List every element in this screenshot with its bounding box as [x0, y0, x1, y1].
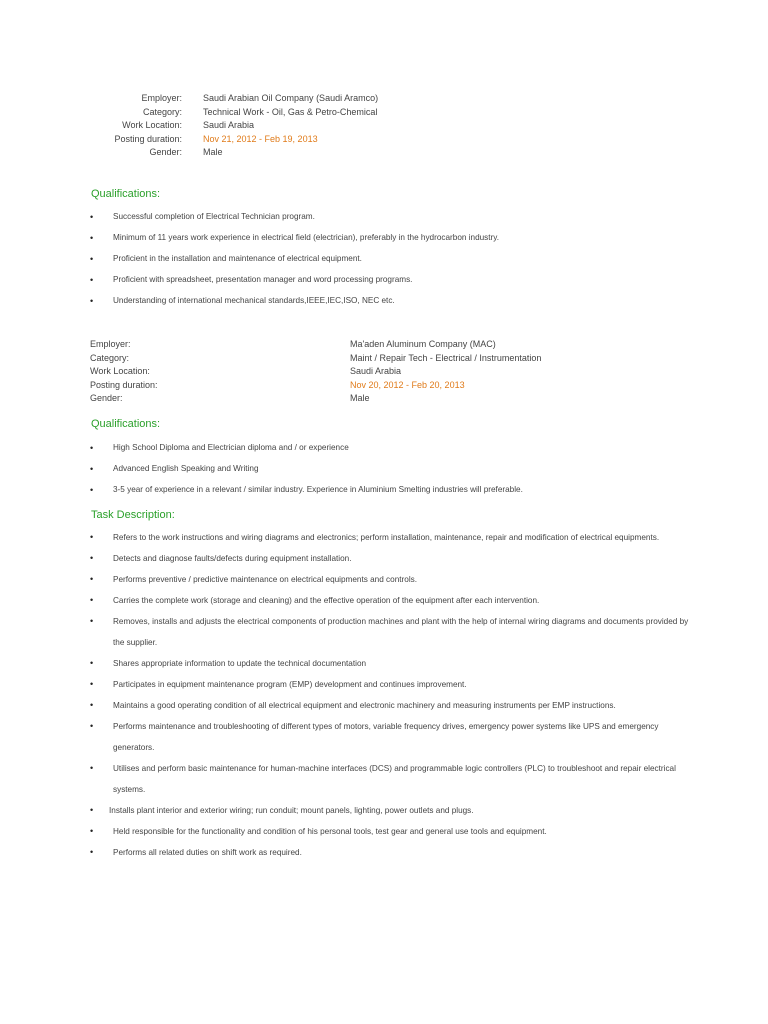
field-label: Employer: [90, 339, 131, 349]
job1-location-row [90, 119, 378, 133]
posting-duration-value: Nov 20, 2012 - Feb 20, 2013 [350, 379, 465, 390]
list-item [90, 252, 499, 273]
list-item-text: Participates in equipment maintenance program (EMP) development and continues improvement. [113, 680, 467, 689]
list-item-text: Performs all related duties on shift work as required. [113, 848, 302, 857]
bullet-icon: • [90, 616, 94, 626]
field-label: Category: [142, 106, 182, 117]
field-label: Gender: [90, 393, 123, 403]
job2-qualifications-list [90, 441, 523, 504]
list-item [90, 716, 693, 758]
list-item [90, 548, 693, 569]
job1-gender-row [90, 146, 378, 160]
bullet-icon: • [90, 826, 94, 836]
bullet-icon: • [90, 254, 94, 264]
bullet-icon: • [90, 721, 94, 731]
list-item [90, 590, 693, 611]
list-item-text: Utilises and perform basic maintenance for human-machine interfaces (DCS) and programmable logic controllers (PLC) to troubleshoot and repair electrical systems. [113, 764, 676, 794]
field-label: Gender: [149, 147, 182, 157]
bullet-icon: • [90, 233, 94, 243]
field-label: Work Location: [122, 120, 182, 130]
job2-qualifications-heading: Qualifications: [91, 418, 161, 430]
bullet-icon: • [90, 805, 94, 815]
list-item-text: Shares appropriate information to update the technical documentation [113, 659, 367, 668]
list-item [90, 569, 693, 590]
job1-qualifications-heading: Qualifications: [91, 188, 161, 200]
list-item [90, 695, 693, 716]
list-item-text: Refers to the work instructions and wiring diagrams and electronics; perform installation, maintenance, repair and modification of electrical equipments. [113, 533, 660, 542]
job2-employer-row [90, 338, 541, 352]
field-value: Saudi Arabia [203, 120, 255, 130]
posting-duration-value: Nov 21, 2012 - Feb 19, 2013 [203, 133, 318, 144]
list-item-text: Held responsible for the functionality and condition of his personal tools, test gear and general use tools and equipment. [113, 827, 547, 836]
list-item [90, 674, 693, 695]
list-item-text: Advanced English Speaking and Writing [113, 464, 259, 473]
job1-duration-row [90, 133, 378, 147]
field-value: Saudi Arabian Oil Company (Saudi Aramco) [203, 93, 379, 103]
list-item-text: Performs maintenance and troubleshooting of different types of motors, variable frequency drives, emergency power systems like UPS and emergency generators. [113, 722, 659, 752]
list-item [90, 653, 693, 674]
list-item-text: Installs plant interior and exterior wiring; run conduit; mount panels, lighting, power outlets and plugs. [109, 806, 474, 815]
field-label: Work Location: [90, 366, 150, 376]
bullet-icon: • [90, 443, 94, 453]
list-item [90, 294, 499, 315]
bullet-icon: • [90, 763, 94, 773]
bullet-icon: • [90, 700, 94, 710]
bullet-icon: • [90, 212, 94, 222]
bullet-icon: • [90, 574, 94, 584]
field-label: Posting duration: [114, 133, 182, 144]
job1-employer-row [90, 92, 378, 106]
bullet-icon: • [90, 595, 94, 605]
list-item-text: Carries the complete work (storage and cleaning) and the effective operation of the equipment after each intervention. [113, 596, 540, 605]
field-label: Employer: [141, 93, 182, 103]
bullet-icon: • [90, 464, 94, 474]
list-item [90, 800, 693, 821]
list-item [90, 758, 693, 800]
list-item-text: High School Diploma and Electrician diploma and / or experience [113, 443, 349, 452]
list-item-text: Removes, installs and adjusts the electrical components of production machines and plant with the help of internal wiring diagrams and documents provided by the supplier. [113, 617, 689, 647]
job1-qualifications-list [90, 210, 499, 315]
list-item-text: Maintains a good operating condition of all electrical equipment and electronic machinery and measuring instruments per EMP instructions. [113, 701, 616, 710]
list-item-text: Detects and diagnose faults/defects during equipment installation. [113, 554, 352, 563]
job1-info [90, 92, 378, 160]
bullet-icon: • [90, 679, 94, 689]
field-value: Maint / Repair Tech - Electrical / Instrumentation [350, 352, 542, 363]
bullet-icon: • [90, 847, 94, 857]
job2-location-row [90, 365, 541, 379]
list-item-text: Proficient with spreadsheet, presentation manager and word processing programs. [113, 275, 413, 284]
list-item [90, 611, 693, 653]
job2-gender-row [90, 392, 541, 406]
field-value: Male [350, 393, 370, 403]
field-label: Category: [90, 352, 130, 363]
job2-duration-row [90, 379, 541, 393]
field-value: Saudi Arabia [350, 366, 402, 376]
list-item [90, 231, 499, 252]
list-item [90, 821, 693, 842]
list-item-text: Successful completion of Electrical Technician program. [113, 212, 315, 221]
list-item [90, 527, 693, 548]
bullet-icon: • [90, 553, 94, 563]
bullet-icon: • [90, 275, 94, 285]
bullet-icon: • [90, 296, 94, 306]
job2-category-row [90, 352, 541, 366]
task-description-list [90, 527, 693, 863]
list-item-text: Minimum of 11 years work experience in electrical field (electrician), preferably in the hydrocarbon industry. [113, 233, 500, 242]
list-item [90, 441, 523, 462]
task-description-heading: Task Description: [91, 509, 175, 521]
field-label: Posting duration: [90, 379, 158, 390]
list-item [90, 273, 499, 294]
field-value: Technical Work - Oil, Gas & Petro-Chemical [203, 106, 378, 117]
bullet-icon: • [90, 485, 94, 495]
field-value: Ma'aden Aluminum Company (MAC) [350, 339, 496, 349]
list-item [90, 483, 523, 504]
list-item-text: Understanding of international mechanical standards,IEEE,IEC,ISO, NEC etc. [113, 296, 395, 305]
list-item [90, 842, 693, 863]
list-item-text: 3-5 year of experience in a relevant / similar industry. Experience in Aluminium Smelting industries will preferable. [113, 485, 523, 494]
list-item-text: Proficient in the installation and maintenance of electrical equipment. [113, 254, 362, 263]
list-item-text: Performs preventive / predictive maintenance on electrical equipments and controls. [113, 575, 418, 584]
bullet-icon: • [90, 658, 94, 668]
job1-category-row [90, 106, 378, 120]
field-value: Male [203, 147, 223, 157]
job2-info [90, 338, 541, 406]
list-item [90, 462, 523, 483]
bullet-icon: • [90, 532, 94, 542]
list-item [90, 210, 499, 231]
